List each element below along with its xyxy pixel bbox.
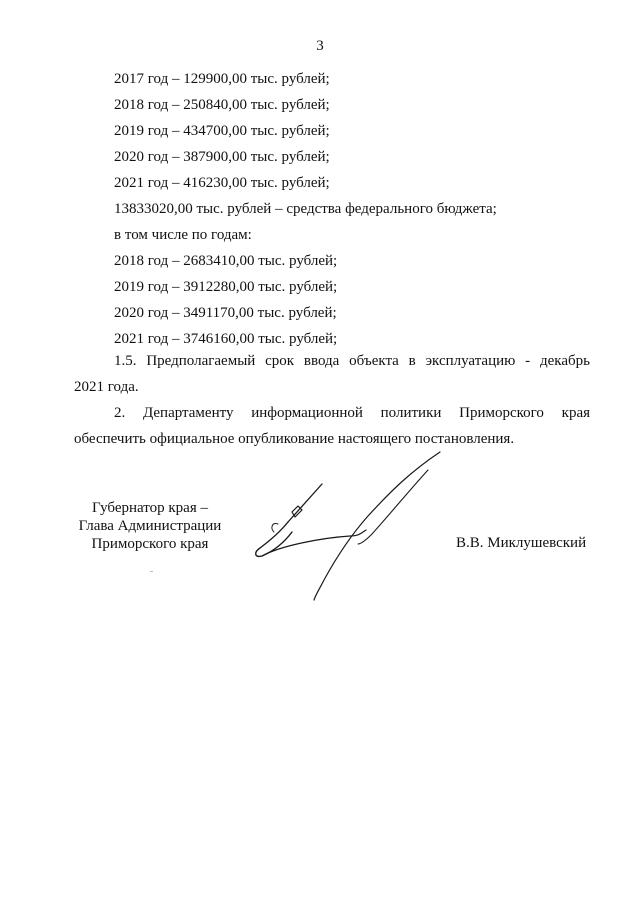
funding-line: 2019 год – 3912280,00 тыс. рублей; — [114, 279, 338, 295]
page-number: 3 — [316, 38, 324, 54]
paragraph-1-5 — [74, 348, 590, 400]
signatory-name: В.В. Миклушевский — [456, 535, 587, 551]
federal-budget-line: 13833020,00 тыс. рублей – средства федерального бюджета; — [114, 201, 497, 217]
signatory-title — [62, 499, 238, 553]
funding-line: 2020 год – 387900,00 тыс. рублей; — [114, 149, 330, 165]
funding-line: 2018 год – 250840,00 тыс. рублей; — [114, 97, 330, 113]
funding-line: 2021 год – 416230,00 тыс. рублей; — [114, 175, 330, 191]
handwritten-signature-icon — [240, 440, 460, 610]
paragraph-1-5-line-2: 2021 года. — [74, 379, 139, 395]
scan-speck — [150, 571, 153, 572]
paragraph-2-line-2: обеспечить официальное опубликование настоящего постановления. — [74, 431, 515, 447]
funding-line: 2021 год – 3746160,00 тыс. рублей; — [114, 331, 338, 347]
paragraph-1-5-line-1: 1.5. Предполагаемый срок ввода объекта в эксплуатацию - декабрь — [114, 353, 590, 369]
funding-line: 2019 год – 434700,00 тыс. рублей; — [114, 123, 330, 139]
funding-line: 2018 год – 2683410,00 тыс. рублей; — [114, 253, 338, 269]
signatory-title-line-2: Глава Администрации — [78, 518, 222, 534]
signatory-title-line-3: Приморского края — [91, 536, 209, 552]
funding-line: 2017 год – 129900,00 тыс. рублей; — [114, 71, 330, 87]
signatory-title-line-1: Губернатор края – — [92, 500, 208, 516]
funding-line: 2020 год – 3491170,00 тыс. рублей; — [114, 305, 337, 321]
by-year-label: в том числе по годам: — [114, 227, 252, 243]
paragraph-2-line-1: 2. Департаменту информационной политики Приморского края — [114, 405, 590, 421]
